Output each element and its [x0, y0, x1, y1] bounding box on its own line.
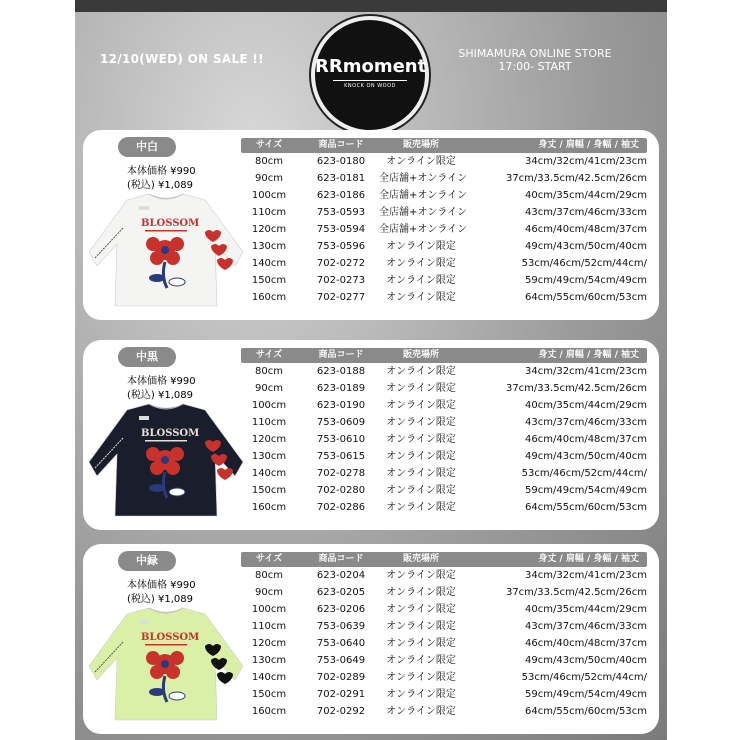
- table-row: [241, 669, 647, 686]
- location-cell: 全店舗+オンライン: [379, 190, 468, 201]
- location-cell: オンライン限定: [386, 502, 456, 513]
- measure-cell: 49cm/43cm/50cm/40cm: [525, 655, 647, 666]
- size-cell: 110cm: [251, 417, 287, 428]
- size-cell: 160cm: [251, 502, 287, 513]
- column-header: 商品コード: [318, 350, 364, 360]
- table-header: [241, 138, 647, 153]
- size-cell: 80cm: [255, 366, 283, 377]
- shirt-illustration: [87, 402, 245, 520]
- shirt-illustration: [87, 192, 245, 310]
- price-tax: (税込) ¥1,089: [127, 594, 193, 605]
- measure-cell: 34cm/32cm/41cm/23cm: [525, 156, 647, 167]
- size-cell: 150cm: [251, 275, 287, 286]
- price-body: 本体価格 ¥990: [127, 580, 196, 591]
- size-table: [241, 552, 647, 720]
- table-row: [241, 635, 647, 652]
- code-cell: 702-0272: [316, 258, 366, 269]
- store-info: [440, 47, 630, 73]
- column-header: 身丈 / 肩幅 / 身幅 / 袖丈: [538, 554, 639, 564]
- table-row: [241, 465, 647, 482]
- location-cell: オンライン限定: [386, 241, 456, 252]
- table-row: [241, 618, 647, 635]
- code-cell: 623-0204: [316, 570, 366, 581]
- measure-cell: 34cm/32cm/41cm/23cm: [525, 570, 647, 581]
- code-cell: 753-0610: [316, 434, 366, 445]
- logo-divider: [333, 80, 407, 81]
- location-cell: 全店舗+オンライン: [379, 173, 468, 184]
- size-cell: 130cm: [251, 451, 287, 462]
- size-cell: 120cm: [251, 638, 287, 649]
- table-row: [241, 397, 647, 414]
- code-cell: 702-0291: [316, 689, 366, 700]
- size-cell: 90cm: [255, 587, 283, 598]
- location-cell: オンライン限定: [386, 485, 456, 496]
- size-cell: 160cm: [251, 706, 287, 717]
- size-cell: 100cm: [251, 604, 287, 615]
- measure-cell: 46cm/40cm/48cm/37cm: [525, 434, 647, 445]
- location-cell: 全店舗+オンライン: [379, 207, 468, 218]
- start-time: 17:00- START: [498, 60, 572, 73]
- location-cell: オンライン限定: [386, 570, 456, 581]
- location-cell: オンライン限定: [386, 451, 456, 462]
- size-cell: 140cm: [251, 468, 287, 479]
- code-cell: 702-0278: [316, 468, 366, 479]
- code-cell: 623-0206: [316, 604, 366, 615]
- code-cell: 753-0596: [316, 241, 366, 252]
- code-cell: 702-0273: [316, 275, 366, 286]
- column-header: 販売場所: [402, 350, 439, 360]
- code-cell: 702-0289: [316, 672, 366, 683]
- code-cell: 753-0639: [316, 621, 366, 632]
- color-label: 中白: [118, 137, 176, 157]
- table-row: [241, 499, 647, 516]
- measure-cell: 37cm/33.5cm/42.5cm/26cm: [505, 173, 647, 184]
- brand-logo: [311, 16, 429, 134]
- sale-date: 12/10(WED) ON SALE !!: [100, 52, 264, 66]
- location-cell: オンライン限定: [386, 258, 456, 269]
- table-row: [241, 567, 647, 584]
- table-header: [241, 348, 647, 363]
- code-cell: 623-0188: [316, 366, 366, 377]
- code-cell: 753-0609: [316, 417, 366, 428]
- table-row: [241, 686, 647, 703]
- table-row: [241, 289, 647, 306]
- measure-cell: 53cm/46cm/52cm/44cm/: [521, 468, 647, 479]
- size-cell: 130cm: [251, 655, 287, 666]
- location-cell: オンライン限定: [386, 689, 456, 700]
- column-header: サイズ: [255, 350, 283, 360]
- measure-cell: 59cm/49cm/54cm/49cm: [525, 689, 647, 700]
- column-header: 身丈 / 肩幅 / 身幅 / 袖丈: [538, 140, 639, 150]
- code-cell: 623-0181: [316, 173, 366, 184]
- flyer-page: [75, 0, 667, 740]
- location-cell: オンライン限定: [386, 434, 456, 445]
- location-cell: オンライン限定: [386, 156, 456, 167]
- location-cell: オンライン限定: [386, 638, 456, 649]
- location-cell: オンライン限定: [386, 655, 456, 666]
- tshirt-image: [87, 192, 245, 310]
- code-cell: 753-0594: [316, 224, 366, 235]
- table-row: [241, 187, 647, 204]
- tshirt-image: [87, 606, 245, 724]
- location-cell: オンライン限定: [386, 292, 456, 303]
- code-cell: 623-0180: [316, 156, 366, 167]
- size-cell: 150cm: [251, 485, 287, 496]
- column-header: 身丈 / 肩幅 / 身幅 / 袖丈: [538, 350, 639, 360]
- code-cell: 623-0190: [316, 400, 366, 411]
- location-cell: オンライン限定: [386, 672, 456, 683]
- location-cell: オンライン限定: [386, 383, 456, 394]
- product-panel: [83, 130, 659, 320]
- code-cell: 623-0205: [316, 587, 366, 598]
- size-cell: 140cm: [251, 672, 287, 683]
- measure-cell: 59cm/49cm/54cm/49cm: [525, 275, 647, 286]
- size-cell: 110cm: [251, 621, 287, 632]
- size-cell: 120cm: [251, 224, 287, 235]
- table-row: [241, 414, 647, 431]
- code-cell: 753-0593: [316, 207, 366, 218]
- code-cell: 702-0292: [316, 706, 366, 717]
- measure-cell: 46cm/40cm/48cm/37cm: [525, 638, 647, 649]
- location-cell: オンライン限定: [386, 366, 456, 377]
- code-cell: 702-0277: [316, 292, 366, 303]
- measure-cell: 40cm/35cm/44cm/29cm: [525, 190, 647, 201]
- size-cell: 140cm: [251, 258, 287, 269]
- table-row: [241, 255, 647, 272]
- size-cell: 100cm: [251, 400, 287, 411]
- measure-cell: 37cm/33.5cm/42.5cm/26cm: [505, 383, 647, 394]
- table-row: [241, 482, 647, 499]
- size-cell: 100cm: [251, 190, 287, 201]
- shirt-print-text: BLOSSOM: [141, 632, 200, 643]
- measure-cell: 40cm/35cm/44cm/29cm: [525, 400, 647, 411]
- table-row: [241, 431, 647, 448]
- product-panel: [83, 340, 659, 530]
- tshirt-image: [87, 402, 245, 520]
- location-cell: オンライン限定: [386, 604, 456, 615]
- size-cell: 130cm: [251, 241, 287, 252]
- measure-cell: 46cm/40cm/48cm/37cm: [525, 224, 647, 235]
- measure-cell: 53cm/46cm/52cm/44cm/: [521, 258, 647, 269]
- column-header: 商品コード: [318, 140, 364, 150]
- location-cell: オンライン限定: [386, 621, 456, 632]
- price-body: 本体価格 ¥990: [127, 376, 196, 387]
- measure-cell: 34cm/32cm/41cm/23cm: [525, 366, 647, 377]
- price-tax: (税込) ¥1,089: [127, 390, 193, 401]
- measure-cell: 64cm/55cm/60cm/53cm: [525, 502, 647, 513]
- table-row: [241, 584, 647, 601]
- size-cell: 90cm: [255, 383, 283, 394]
- size-table: [241, 138, 647, 306]
- table-row: [241, 601, 647, 618]
- table-row: [241, 380, 647, 397]
- location-cell: オンライン限定: [386, 706, 456, 717]
- size-cell: 80cm: [255, 156, 283, 167]
- table-row: [241, 363, 647, 380]
- code-cell: 753-0649: [316, 655, 366, 666]
- table-row: [241, 153, 647, 170]
- code-cell: 702-0286: [316, 502, 366, 513]
- code-cell: 702-0280: [316, 485, 366, 496]
- measure-cell: 64cm/55cm/60cm/53cm: [525, 292, 647, 303]
- column-header: 販売場所: [402, 554, 439, 564]
- shirt-illustration: [87, 606, 245, 724]
- location-cell: オンライン限定: [386, 468, 456, 479]
- size-cell: 150cm: [251, 689, 287, 700]
- measure-cell: 49cm/43cm/50cm/40cm: [525, 241, 647, 252]
- measure-cell: 43cm/37cm/46cm/33cm: [525, 621, 647, 632]
- product-panel: [83, 544, 659, 734]
- code-cell: 753-0640: [316, 638, 366, 649]
- shirt-print-text: BLOSSOM: [141, 428, 200, 439]
- location-cell: 全店舗+オンライン: [379, 224, 468, 235]
- location-cell: オンライン限定: [386, 417, 456, 428]
- table-row: [241, 703, 647, 720]
- column-header: サイズ: [255, 554, 283, 564]
- code-cell: 623-0189: [316, 383, 366, 394]
- price-body: 本体価格 ¥990: [127, 166, 196, 177]
- measure-cell: 53cm/46cm/52cm/44cm/: [521, 672, 647, 683]
- measure-cell: 49cm/43cm/50cm/40cm: [525, 451, 647, 462]
- location-cell: オンライン限定: [386, 400, 456, 411]
- code-cell: 623-0186: [316, 190, 366, 201]
- location-cell: オンライン限定: [386, 587, 456, 598]
- top-bar: [75, 0, 667, 12]
- measure-cell: 40cm/35cm/44cm/29cm: [525, 604, 647, 615]
- column-header: 販売場所: [402, 140, 439, 150]
- store-name: SHIMAMURA ONLINE STORE: [458, 47, 612, 60]
- column-header: サイズ: [255, 140, 283, 150]
- location-cell: オンライン限定: [386, 275, 456, 286]
- size-cell: 160cm: [251, 292, 287, 303]
- size-table: [241, 348, 647, 516]
- measure-cell: 43cm/37cm/46cm/33cm: [525, 207, 647, 218]
- logo-name: RRmoment: [315, 56, 427, 77]
- table-row: [241, 448, 647, 465]
- column-header: 商品コード: [318, 554, 364, 564]
- price-tax: (税込) ¥1,089: [127, 180, 193, 191]
- table-row: [241, 170, 647, 187]
- size-cell: 120cm: [251, 434, 287, 445]
- table-row: [241, 272, 647, 289]
- table-row: [241, 204, 647, 221]
- table-row: [241, 652, 647, 669]
- table-row: [241, 221, 647, 238]
- measure-cell: 64cm/55cm/60cm/53cm: [525, 706, 647, 717]
- code-cell: 753-0615: [316, 451, 366, 462]
- table-header: [241, 552, 647, 567]
- measure-cell: 59cm/49cm/54cm/49cm: [525, 485, 647, 496]
- logo-tagline: KNOCK ON WOOD: [344, 83, 396, 89]
- size-cell: 110cm: [251, 207, 287, 218]
- color-label: 中緑: [118, 551, 176, 571]
- size-cell: 80cm: [255, 570, 283, 581]
- table-row: [241, 238, 647, 255]
- color-label: 中黒: [118, 347, 176, 367]
- measure-cell: 43cm/37cm/46cm/33cm: [525, 417, 647, 428]
- size-cell: 90cm: [255, 173, 283, 184]
- measure-cell: 37cm/33.5cm/42.5cm/26cm: [505, 587, 647, 598]
- shirt-print-text: BLOSSOM: [141, 218, 200, 229]
